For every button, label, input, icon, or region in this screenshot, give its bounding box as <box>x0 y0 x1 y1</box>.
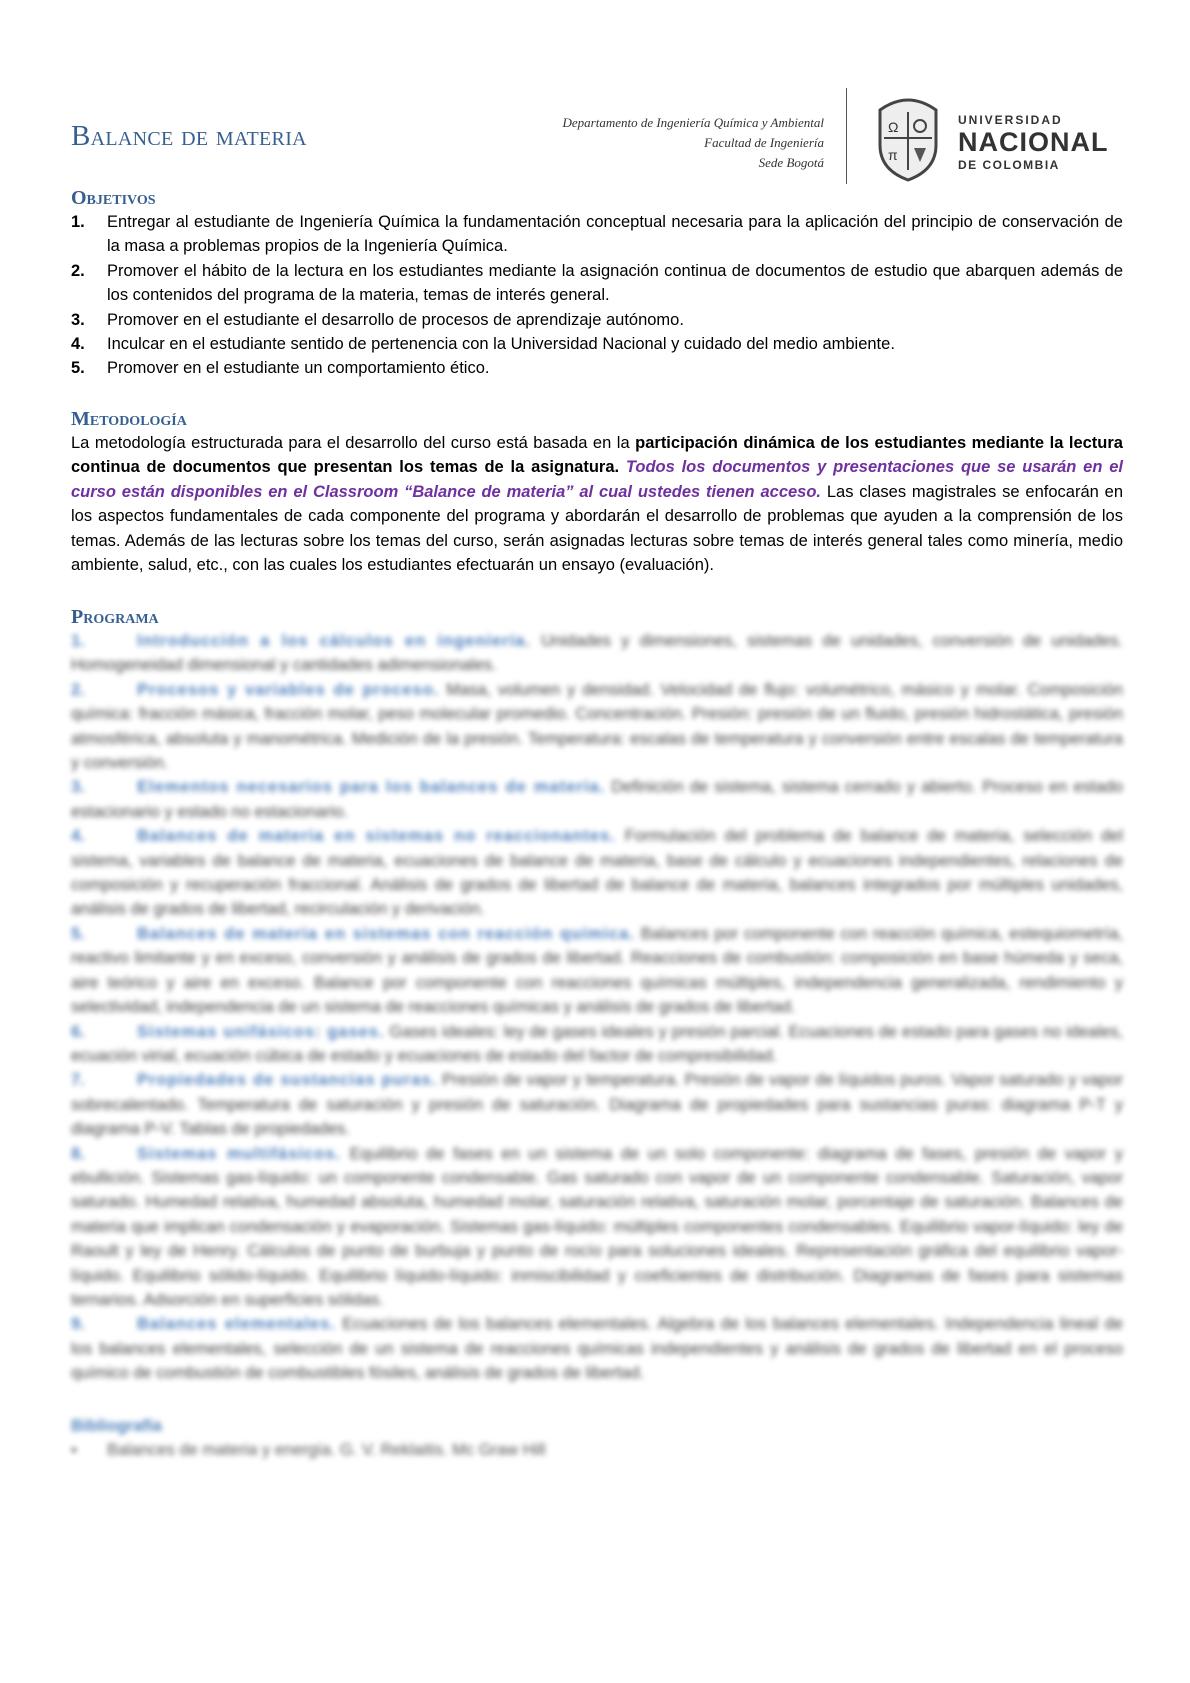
item-text: Ecuaciones de los balances elementales. Algebra de los balances elementales. Independencia lineal de los balances elementales, selección de un sistema de reacciones químicas independientes y análisis de grados de libertad en el proceso químico de combustión de combustibles fósiles, análisis de grados de libertad. <box>71 1315 1123 1383</box>
item-heading: Procesos y variables de proceso. <box>137 680 440 699</box>
item-heading: Balances de materia en sistemas no reaccionantes. <box>137 827 616 846</box>
item-number: 7. <box>71 1071 85 1090</box>
campus-name: Sede Bogotá <box>758 155 824 170</box>
item-text: Masa, volumen y densidad. Velocidad de flujo: volumétrico, másico y molar. Composición química: fracción másica, fracción molar, peso molecular promedio. Concentración. Presión: presión de un fluido, presión hidrostática, presión atmosférica, absoluta y manométrica. Medición de la presión. Temperatura: escalas de temperatura y conversión entre escalas de temperatura y conversión. <box>71 680 1123 773</box>
objetivos-heading: Objetivos <box>71 187 156 209</box>
text: La metodología estructurada para el desarrollo del curso está basada en la <box>71 434 636 452</box>
programa-item <box>71 1142 1123 1313</box>
item-number: 2. <box>71 261 85 280</box>
objetivos-list <box>71 210 1123 381</box>
document-title: Balance de materia <box>71 120 307 152</box>
svg-text:Ω: Ω <box>888 119 899 135</box>
item-text: Formulación del problema de balance de materia, selección del sistema, variables de balance de materia, ecuaciones de balance de materia, base de cálculo y ecuaciones independientes, relaciones de composición y recuperación fraccional. Análisis de grados de libertad de balance de materia, balances integrados por múltiples unidades, análisis de grados de libertad, recirculación y derivación. <box>71 827 1123 919</box>
department-name: Departamento de Ingeniería Química y Ambiental <box>562 115 824 130</box>
metodologia-section <box>71 407 1123 577</box>
text: Las clases magistrales se enfocarán en los aspectos fundamentales de cada componente del programa y abordarán el desarrollo de problemas que ayuden a la comprensión de los temas. Además de las lecturas sobre los temas del curso, serán asignadas lecturas sobre temas de interés general tales como minería, medio ambiente, salud, etc., con las cuales los estudiantes efectuarán un ensayo (evaluación). <box>71 482 1123 575</box>
bibliography-item: ▪ Balances de materia y energía. G. V. Reklaitis. Mc Graw Hill <box>71 1438 1123 1462</box>
item-heading: Balances elementales. <box>137 1315 336 1334</box>
bibliografia-section <box>71 1414 1123 1463</box>
item-text: Presión de vapor y temperatura. Presión de vapor de líquidos puros. Vapor saturado y vapor sobrecalentado. Temperatura de saturación y presión de saturación. Diagrama de propiedades para sustancias puras: diagrama P-T y diagrama P-V. Tablas de propiedades. <box>71 1071 1123 1139</box>
item-number: 3. <box>71 310 85 329</box>
programa-item <box>71 922 1123 1020</box>
university-seal-icon <box>870 90 946 184</box>
item-number: 6. <box>71 1022 85 1041</box>
item-text: Inculcar en el estudiante sentido de pertenencia con la Universidad Nacional y cuidado del medio ambiente. <box>107 335 895 354</box>
programa-item <box>71 775 1123 824</box>
objetivo-item <box>71 210 1123 259</box>
metodologia-heading: Metodología <box>71 408 187 430</box>
item-number: 8. <box>71 1144 85 1163</box>
item-number: 4. <box>71 335 85 354</box>
bold-text: participación dinámica de los estudiantes mediante la lectura continua de documentos que presentan los temas de la asignatura. <box>71 434 1123 477</box>
item-text: Unidades y dimensiones, sistemas de unidades, conversión de unidades. Homogeneidad dimensional y cantidades adimensionales. <box>71 632 1123 675</box>
objetivo-item <box>71 259 1123 308</box>
item-number: 1. <box>71 632 85 650</box>
programa-item <box>71 824 1123 922</box>
bibliography-text: Balances de materia y energía. G. V. Reklaitis. Mc Graw Hill <box>107 1441 546 1459</box>
item-text: Equilibrio de fases en un sistema de un solo componente: diagrama de fases, presión de vapor y ebullición. Sistemas gas-líquido: un componente condensable. Gas saturado con vapor de un componente condensable. Saturación, vapor saturado. Humedad relativa, humedad absoluta, humedad molar, saturación relativa, saturación molar, porcentaje de saturación. Balances de materia que implican condensación y evaporación. Sistemas gas-líquido: múltiples componentes condensables. Equilibrio vapor-líquido: ley de Raoult y ley de Henry. Cálculos de punto de burbuja y punto de rocío para soluciones ideales. Representación gráfica del equilibrio vapor-líquido. Equilibrio sólido-líquido. Equilibrio líquido-líquido: inmiscibilidad y coeficientes de distribución. Diagramas de fases para sistemas ternarios. Adsorción en superficies sólidas. <box>71 1144 1123 1309</box>
item-number: 5. <box>71 359 85 378</box>
programa-item <box>71 1020 1123 1069</box>
svg-text:π: π <box>888 147 898 163</box>
item-text: Gases ideales: ley de gases ideales y presión parcial. Ecuaciones de estado para gases no ideales, ecuación virial, ecuación cúbica de estado y ecuaciones de estado del factor de compresibilidad. <box>71 1022 1124 1065</box>
item-number: 1. <box>71 213 85 231</box>
programa-heading: Programa <box>71 606 159 628</box>
objetivo-item <box>71 308 1123 332</box>
item-number: 5. <box>71 924 85 943</box>
item-text: Promover en el estudiante el desarrollo de procesos de aprendizaje autónomo. <box>107 310 684 329</box>
programa-item <box>71 1312 1123 1385</box>
item-text: Promover en el estudiante un comportamiento ético. <box>107 359 490 378</box>
metodologia-paragraph <box>71 431 1123 577</box>
item-heading: Sistemas unifásicos: gases. <box>137 1022 385 1041</box>
item-heading: Introducción a los cálculos en ingeniería. <box>137 632 531 650</box>
item-number: 3. <box>71 778 85 797</box>
programa-item <box>71 1068 1123 1141</box>
item-heading: Sistemas multifásicos. <box>137 1144 341 1163</box>
item-text: Balances por componente con reacción química, estequiometría, reactivo limitante y en exceso, conversión y análisis de grados de libertad. Reacciones de combustión: composición en base húmeda y seca, aire teórico y aire en exceso. Balance por componente con reacciones químicas múltiples, independencia generalizada, rendimiento y selectividad, independencia de un sistema de reacciones químicas y análisis de grados de libertad. <box>71 924 1123 1017</box>
item-number: 2. <box>71 680 85 699</box>
programa-list <box>71 629 1123 1386</box>
header-divider <box>846 88 847 184</box>
objetivos-section <box>71 186 1123 381</box>
logo-line-3: DE COLOMBIA <box>958 158 1060 172</box>
university-logo-text <box>958 114 1109 171</box>
faculty-name: Facultad de Ingeniería <box>704 135 824 150</box>
logo-line-2: NACIONAL <box>958 127 1109 157</box>
logo-line-1: UNIVERSIDAD <box>958 113 1063 127</box>
item-text: Entregar al estudiante de Ingeniería Química la fundamentación conceptual necesaria para la aplicación del principio de conservación de la masa a problemas propios de la Ingeniería Química. <box>107 213 1123 256</box>
programa-item <box>71 678 1123 776</box>
item-heading: Balances de materia en sistemas con reacción química. <box>137 924 635 943</box>
classroom-note: Todos los documentos y presentaciones que se usarán en el curso están disponibles en el Classroom “Balance de materia” al cual ustedes tienen acceso. <box>71 458 1123 501</box>
department-header <box>562 113 824 173</box>
item-text: Definición de sistema, sistema cerrado y abierto. Proceso en estado estacionario y estado no estacionario. <box>71 778 1123 821</box>
objetivo-item <box>71 332 1123 356</box>
item-heading: Propiedades de sustancias puras. <box>137 1071 438 1090</box>
objetivo-item <box>71 356 1123 380</box>
item-heading: Elementos necesarios para los balances de materia. <box>137 778 606 797</box>
item-text: Promover el hábito de la lectura en los estudiantes mediante la asignación continua de documentos de estudio que abarquen además de los contenidos del programa de la materia, temas de interés general. <box>107 261 1123 305</box>
item-number: 4. <box>71 827 85 846</box>
programa-section <box>71 605 1123 1462</box>
item-number: 9. <box>71 1315 85 1334</box>
programa-item <box>71 629 1123 678</box>
bibliografia-heading: Bibliografía <box>71 1416 162 1435</box>
